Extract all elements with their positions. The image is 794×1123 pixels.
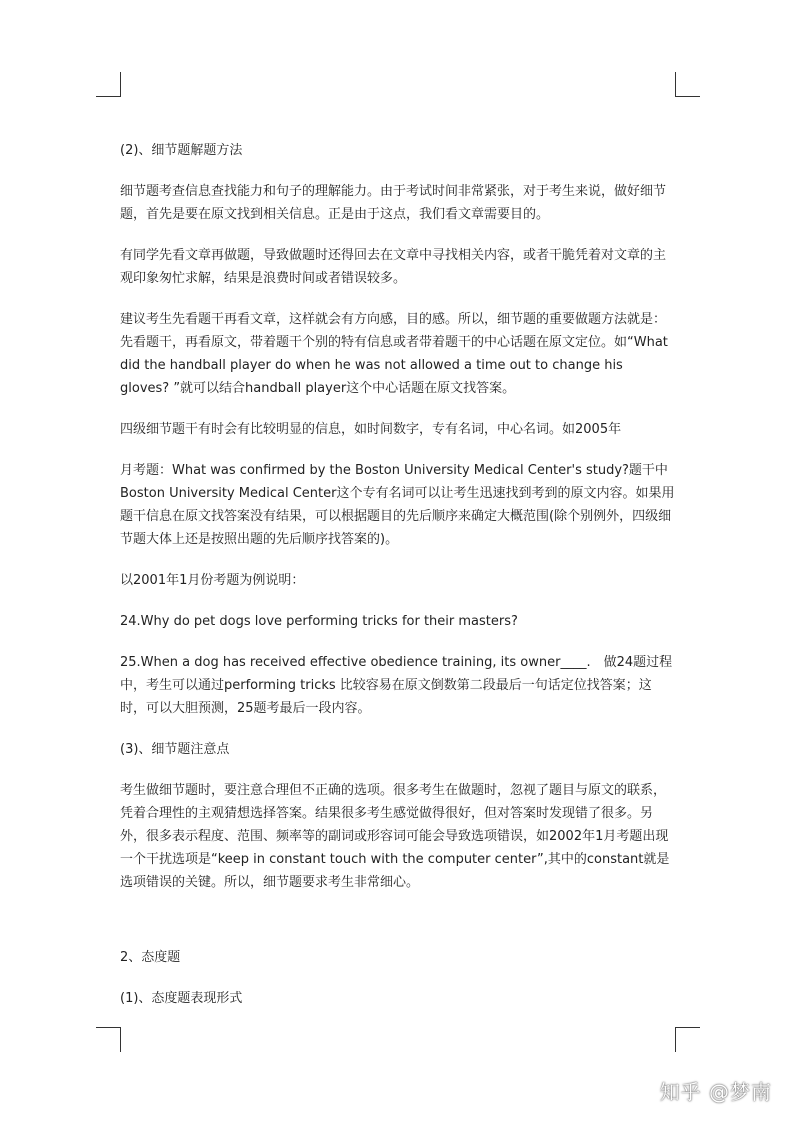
section-heading: (1)、态度题表现形式 xyxy=(120,991,243,1006)
crop-mark-top-right xyxy=(675,72,700,97)
paragraph: 以2001年1月份考题为例说明： xyxy=(120,573,305,588)
crop-mark-bottom-left xyxy=(96,1027,121,1052)
watermark: 知乎 @梦南 xyxy=(659,1080,772,1104)
document-body xyxy=(120,139,676,1010)
section-heading: (3)、细节题注意点 xyxy=(120,742,230,757)
paragraph: 四级细节题干有时会有比较明显的信息，如时间数字，专有名词，中心名词。如2005年 xyxy=(120,422,622,437)
crop-mark-top-left xyxy=(96,72,121,97)
section-heading: (2)、细节题解题方法 xyxy=(120,143,243,158)
crop-mark-bottom-right xyxy=(675,1027,700,1052)
section-heading: 2、态度题 xyxy=(120,950,181,965)
paragraph: 考生做细节题时，要注意合理但不正确的选项。很多考生在做题时，忽视了题目与原文的联系，凭着合理性的主观猜想选择答案。结果很多考生感觉做得很好，但对答案时发现错了很多。另外，很多表示程度、范围、频率等的副词或形容词可能会导致选项错误，如2002年1月考题出现一个干扰选项是“keep in constant touch with the computer center”,其中的constant就是选项错误的关键。所以，细节题要求考生非常细心。 xyxy=(120,783,670,890)
paragraph: 月考题：What was confirmed by the Boston University Medical Center's study?题干中Boston University Medical Center这个专有名词可以让考生迅速找到考到的原文内容。如果用题干信息在原文找答案没有结果，可以根据题目的先后顺序来确定大概范围(除个别例外，四级细节题大体上还是按照出题的先后顺序找答案的)。 xyxy=(120,463,675,547)
paragraph: 细节题考查信息查找能力和句子的理解能力。由于考试时间非常紧张，对于考生来说，做好细节题，首先是要在原文找到相关信息。正是由于这点，我们看文章需要目的。 xyxy=(120,184,667,222)
paragraph: 有同学先看文章再做题，导致做题时还得回去在文章中寻找相关内容，或者干脆凭着对文章的主观印象匆忙求解，结果是浪费时间或者错误较多。 xyxy=(120,248,667,286)
question-item: 25.When a dog has received effective obedience training, its owner____. 做24题过程中，考生可以通过performing tricks 比较容易在原文倒数第二段最后一句话定位找答案；这时，可以大胆预测，25题考最后一段内容。 xyxy=(120,655,673,716)
paragraph: 建议考生先看题干再看文章，这样就会有方向感，目的感。所以，细节题的重要做题方法就是：先看题干，再看原文，带着题干个别的特有信息或者带着题干的中心话题在原文定位。如“What did the handball player do when he was not allowed a time out to change his gloves? ”就可以结合handball player这个中心话题在原文找答案。 xyxy=(120,312,668,396)
question-item: 24.Why do pet dogs love performing tricks for their masters? xyxy=(120,614,518,629)
